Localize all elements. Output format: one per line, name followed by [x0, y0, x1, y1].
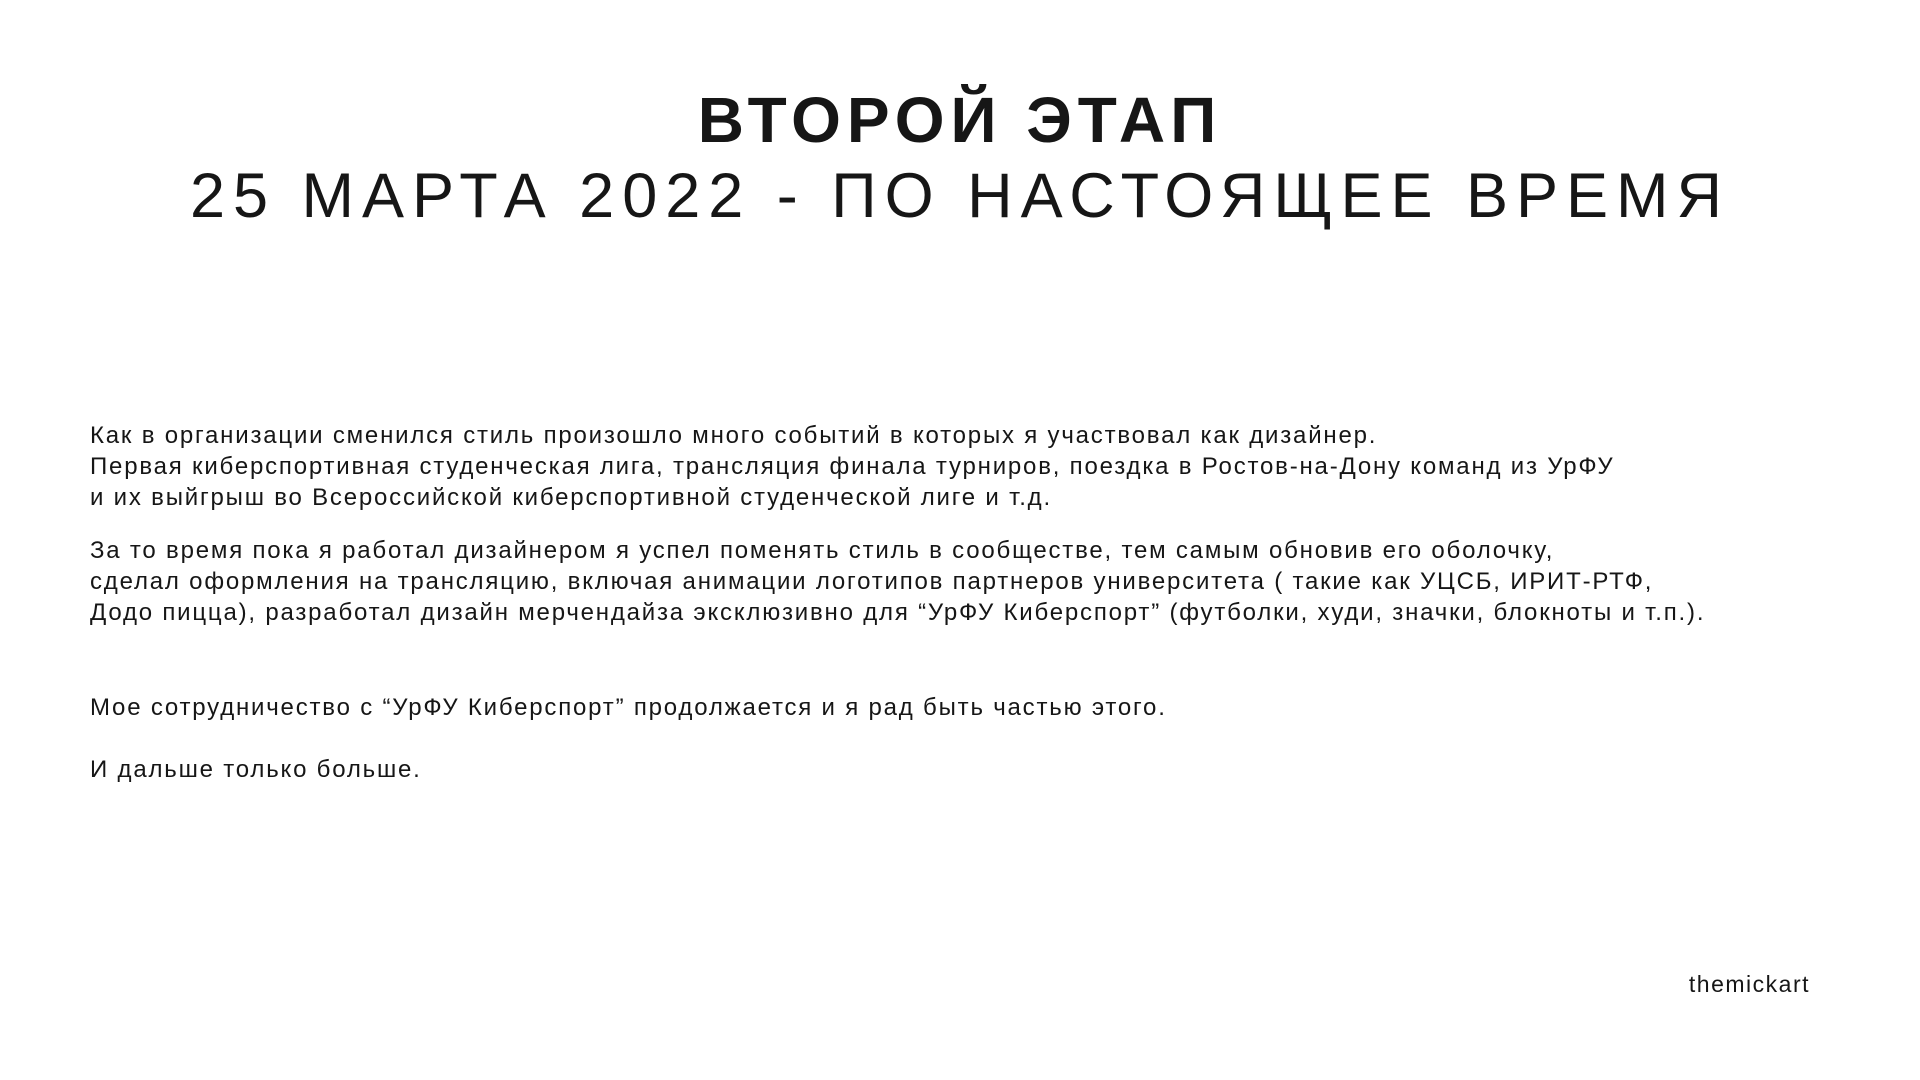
paragraph-line: и их выйгрыш во Всероссийской киберспортивной студенческой лиге и т.д.	[90, 484, 1052, 511]
paragraph-line: сделал оформления на трансляцию, включая анимации логотипов партнеров университета ( такие как УЦСБ, ИРИТ-РТФ,	[90, 568, 1654, 595]
paragraph-work	[90, 535, 1890, 628]
paragraph-line: Мое сотрудничество с “УрФУ Киберспорт” продолжается и я рад быть частью этого.	[90, 694, 1167, 721]
paragraph-events	[90, 420, 1890, 513]
paragraph-line: И дальше только больше.	[90, 756, 422, 783]
paragraph-line: За то время пока я работал дизайнером я успел поменять стиль в сообществе, тем самым обновив его оболочку,	[90, 537, 1555, 564]
paragraph-line: Первая киберспортивная студенческая лига, трансляция финала турниров, поездка в Ростов-на-Дону команд из УрФУ	[90, 453, 1615, 480]
paragraph-outro	[90, 754, 1890, 785]
paragraph-line: Додо пицца), разработал дизайн мерчендайза эксклюзивно для “УрФУ Киберспорт” (футболки, худи, значки, блокноты и т.п.).	[90, 599, 1706, 626]
paragraph-line: Как в организации сменился стиль произошло много событий в которых я участвовал как дизайнер.	[90, 422, 1378, 449]
page-subtitle: 25 МАРТА 2022 - ПО НАСТОЯЩЕЕ ВРЕМЯ	[189, 161, 1731, 231]
body-text-block	[90, 420, 1890, 785]
author-watermark: themickart	[1688, 971, 1810, 997]
paragraph-collaboration	[90, 692, 1890, 723]
header-block	[0, 82, 1920, 234]
page-title: ВТОРОЙ ЭТАП	[697, 84, 1223, 156]
